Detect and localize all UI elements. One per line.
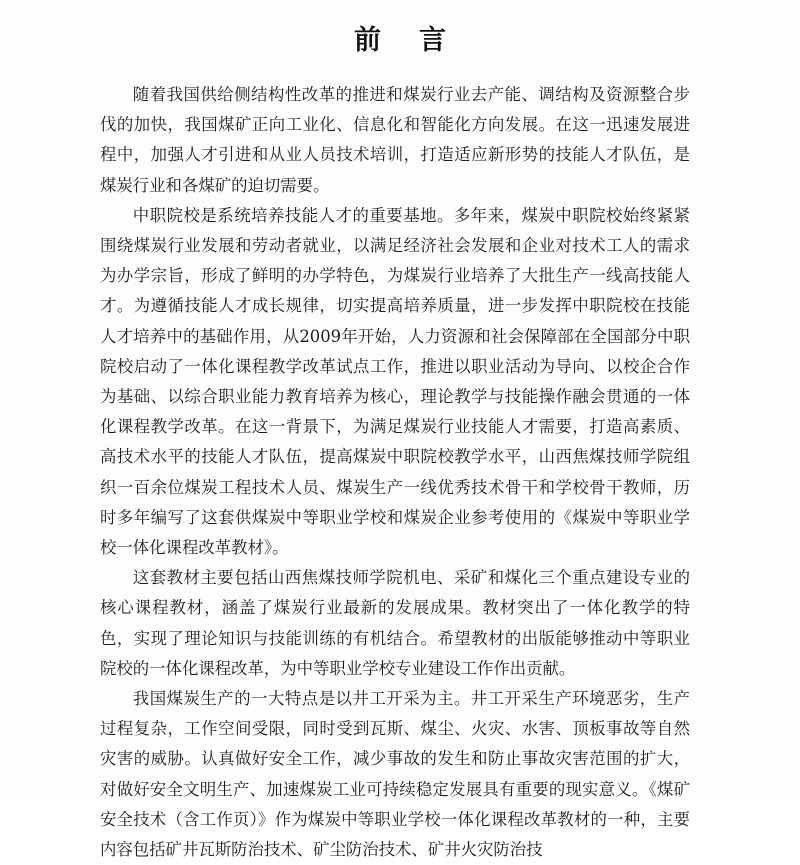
paragraph: 随着我国供给侧结构性改革的推进和煤炭行业去产能、调结构及资源整合步伐的加快，我国煤矿正向工业化、信息化和智能化方向发展。在这一迅速发展进程中，加强人才引进和从业人员技术培训，打造适应新形势的技能人才队伍，是煤炭行业和各煤矿的迫切需要。 bbox=[100, 85, 690, 195]
body-text bbox=[100, 80, 690, 865]
paragraph: 我国煤炭生产的一大特点是以井工开采为主。井工开采生产环境恶劣，生产过程复杂，工作空间受限，同时受到瓦斯、煤尘、火灾、水害、顶板事故等自然灾害的威胁。认真做好安全工作，减少事故的发生和防止事故灾害范围的扩大，对做好安全文明生产、加速煤炭工业可持续稳定发展具有重要的现实意义。《煤矿安全技术（含工作页）》作为煤炭中等职业学校一体化课程改革教材的一种，主要内容包括矿井瓦斯防治技术、矿尘防治技术、矿井火灾防治技 bbox=[100, 689, 690, 860]
paragraph: 这套教材主要包括山西焦煤技师学院机电、采矿和煤化三个重点建设专业的核心课程教材，涵盖了煤炭行业最新的发展成果。教材突出了一体化教学的特色，实现了理论知识与技能训练的有机结合。希望教材的出版能够推动中等职业院校的一体化课程改革，为中等职业学校专业建设工作作出贡献。 bbox=[100, 568, 690, 678]
paragraph: 中职院校是系统培养技能人才的重要基地。多年来，煤炭中职院校始终紧紧围绕煤炭行业发展和劳动者就业，以满足经济社会发展和企业对技术工人的需求为办学宗旨，形成了鲜明的办学特色，为煤炭行业培养了大批生产一线高技能人才。为遵循技能人才成长规律，切实提高培养质量，进一步发挥中职院校在技能人才培养中的基础作用，从2009年开始，人力资源和社会保障部在全国部分中职院校启动了一体化课程教学改革试点工作，推进以职业活动为导向、以校企合作为基础、以综合职业能力教育培养为核心，理论教学与技能操作融会贯通的一体化课程教学改革。在这一背景下，为满足煤炭行业技能人才需要，打造高素质、高技术水平的技能人才队伍，提高煤炭中职院校教学水平，山西焦煤技师学院组织一百余位煤炭工程技术人员、煤炭生产一线优秀技术骨干和学校骨干教师，历时多年编写了这套供煤炭中等职业学校和煤炭企业参考使用的《煤炭中等职业学校一体化课程改革教材》。 bbox=[100, 205, 690, 558]
page-title: 前言 bbox=[354, 25, 484, 56]
